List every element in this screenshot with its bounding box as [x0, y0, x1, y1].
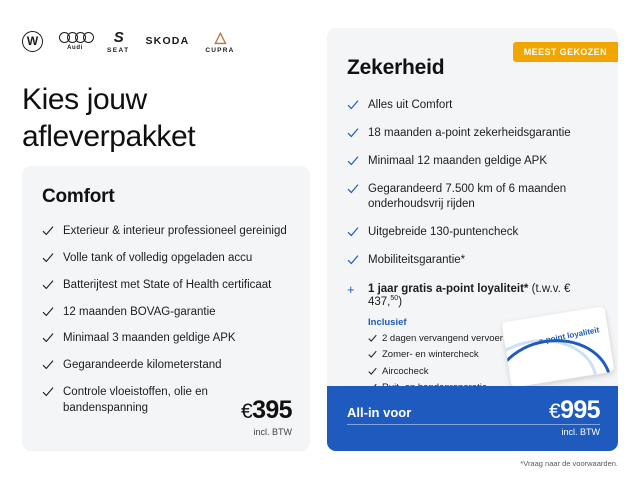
list-item	[347, 182, 598, 214]
check-icon	[347, 99, 359, 111]
seat-logo-label: SEAT	[107, 46, 130, 54]
list-item-label: Minimaal 12 maanden geldige APK	[368, 154, 548, 167]
check-icon	[42, 332, 54, 344]
cupra-logo-icon: △ CUPRA	[205, 29, 235, 54]
list-item	[347, 253, 598, 269]
list-item	[42, 305, 290, 321]
list-item	[347, 154, 598, 170]
loyalty-bonus-label: 1 jaar gratis a-point loyaliteit*	[368, 283, 529, 296]
list-item-label: Mobiliteitsgarantie*	[368, 254, 466, 267]
list-item-label: 2 dagen vervangend vervoer	[382, 332, 503, 344]
page-title: Kies jouw afleverpakket	[22, 83, 196, 153]
loyalty-bonus-row	[347, 283, 598, 308]
package-card-comfort[interactable]	[22, 166, 310, 451]
check-icon	[42, 252, 54, 264]
divider	[347, 424, 600, 425]
zekerheid-title: Zekerheid	[347, 56, 445, 79]
comfort-price-block	[241, 398, 292, 437]
list-item-label: Batterijtest met State of Health certificaat	[63, 278, 272, 291]
volkswagen-logo-icon	[22, 31, 43, 52]
list-item-label: Gegarandeerde kilometerstand	[63, 359, 222, 372]
list-item-label: Zomer- en wintercheck	[382, 349, 479, 361]
currency-symbol: €	[240, 400, 253, 423]
audi-logo-label: Audi	[67, 44, 83, 51]
list-item-label: Uitgebreide 130-puntencheck	[368, 226, 519, 239]
check-icon	[347, 127, 359, 139]
list-item	[347, 98, 598, 114]
list-item-label: 18 maanden a-point zekerheidsgarantie	[368, 126, 571, 139]
skoda-logo-label: SKODA	[145, 35, 190, 47]
comfort-title: Comfort	[42, 186, 115, 207]
status-badge: MEEST GEKOZEN	[513, 42, 618, 62]
check-icon	[347, 155, 359, 167]
check-icon	[42, 279, 54, 291]
list-item	[42, 251, 290, 267]
list-item	[42, 224, 290, 240]
comfort-feature-list	[42, 224, 290, 417]
check-icon	[42, 306, 54, 318]
check-icon	[347, 183, 359, 195]
list-item-label: Gegarandeerd 7.500 km of 6 maanden onderhoudsvrij rijden	[368, 182, 567, 211]
skoda-logo-icon	[145, 35, 189, 47]
zekerheid-feature-list	[347, 98, 598, 269]
list-item-label: Aircocheck	[382, 365, 429, 377]
check-icon	[42, 225, 54, 237]
plus-icon: +	[347, 282, 355, 298]
list-item-label: Volle tank of volledig opgeladen accu	[63, 251, 253, 264]
seat-logo-icon: S SEAT	[107, 28, 130, 54]
zekerheid-price-note: incl. BTW	[561, 427, 600, 437]
check-icon	[368, 367, 377, 376]
list-item-label: Controle vloeistoffen, olie en bandenspanning	[63, 386, 208, 415]
loyalty-card-label: a-point loyaliteit	[537, 325, 600, 346]
list-item-label: Minimaal 3 maanden geldige APK	[63, 332, 236, 345]
list-item	[347, 225, 598, 241]
allin-price-bar	[327, 386, 618, 451]
list-item-label: 12 maanden BOVAG-garantie	[63, 305, 216, 318]
list-item	[347, 126, 598, 142]
check-icon	[42, 359, 54, 371]
loyalty-bonus-value: (t.w.v. € 437,50)	[368, 283, 571, 308]
check-icon	[347, 226, 359, 238]
comfort-price	[241, 398, 292, 423]
allin-label: All-in voor	[347, 405, 412, 420]
check-icon	[347, 254, 359, 266]
brand-logo-bar	[22, 28, 235, 54]
currency-symbol: €	[548, 400, 561, 423]
check-icon	[42, 386, 54, 398]
comfort-price-note: incl. BTW	[253, 427, 292, 437]
audi-logo-icon	[59, 32, 91, 51]
list-item	[42, 358, 290, 374]
zekerheid-price	[549, 398, 600, 423]
list-item	[42, 278, 290, 294]
package-card-zekerheid[interactable]	[327, 28, 618, 451]
list-item-label: Alles uit Comfort	[368, 99, 453, 111]
list-item	[42, 331, 290, 347]
zekerheid-price-block	[549, 398, 600, 437]
check-icon	[368, 350, 377, 359]
cupra-logo-label: CUPRA	[205, 47, 235, 54]
list-item-label: Exterieur & interieur professioneel gereinigd	[63, 225, 287, 237]
check-icon	[368, 334, 377, 343]
zekerheid-price-value: 995	[560, 396, 600, 424]
footnote: *Vraag naar de voorwaarden.	[520, 459, 618, 468]
comfort-price-value: 395	[252, 396, 292, 424]
inclusief-label: Inclusief	[368, 316, 407, 328]
